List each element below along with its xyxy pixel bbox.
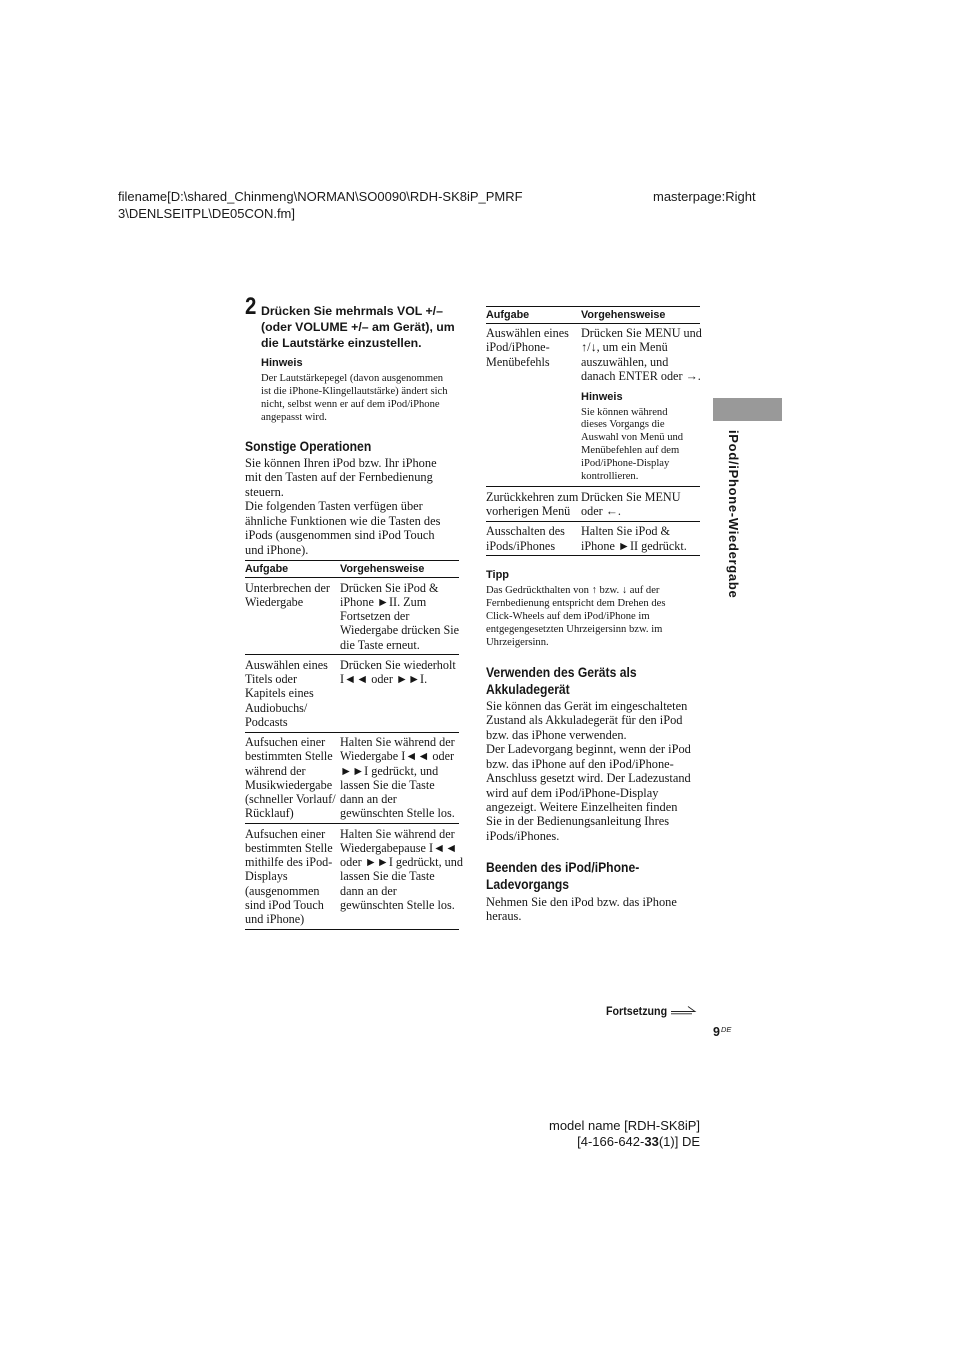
task-cell	[245, 581, 340, 652]
cell-line: Auswählen eines	[486, 326, 569, 340]
note-line: kontrollieren.	[581, 471, 639, 483]
table-header-row	[245, 561, 459, 578]
paragraph-line: und iPhone).	[245, 542, 309, 557]
cell-line: Zurückkehren zum	[486, 489, 579, 504]
table-row	[486, 487, 700, 522]
cell-line: gewünschten Stelle los.	[340, 897, 455, 912]
method-cell	[340, 735, 459, 821]
cell-line: iPod/iPhone-	[486, 340, 550, 355]
filename-line: filename[D:\shared_Chinmeng\NORMAN\SO0090\RDH-SK8iP_PMRF	[118, 189, 523, 204]
step-instruction-line: (oder VOLUME +/– am Gerät), um	[261, 320, 455, 334]
cell-line: Halten Sie während der	[340, 826, 455, 841]
tip-line: Click-Wheels auf dem iPod/iPhone im	[486, 610, 650, 622]
task-cell	[486, 326, 581, 484]
note-title: Hinweis	[261, 357, 303, 369]
paragraph-line: iPods (ausgenommen sind iPod Touch	[245, 528, 435, 543]
chapter-tab-marker	[713, 398, 782, 421]
tip-line: Fernbedienung entspricht dem Drehen des	[486, 597, 666, 609]
cell-line: (ausgenommen	[245, 883, 320, 898]
method-lines	[581, 326, 700, 383]
chapter-tab-label: iPod/iPhone-Wiedergabe	[726, 430, 741, 599]
cell-note-text	[581, 407, 700, 484]
cell-note-title: Hinweis	[581, 391, 623, 403]
note-line: Auswahl von Menü und	[581, 432, 684, 444]
cell-line: (schneller Vorlauf/	[245, 792, 336, 806]
table-row	[245, 824, 463, 929]
page-number	[713, 1024, 731, 1042]
document-code-bold: 33	[644, 1134, 659, 1149]
cell-line: Drücken Sie MENU und	[581, 326, 702, 340]
table-header-row	[486, 307, 700, 324]
method-cell	[340, 581, 459, 652]
section-heading	[486, 664, 637, 698]
task-cell	[245, 735, 340, 821]
masterpage-label: masterpage:Right	[653, 189, 756, 204]
document-code	[450, 1134, 700, 1150]
document-code-prefix: [4-166-642-	[577, 1134, 645, 1149]
model-name: model name [RDH-SK8iP]	[549, 1118, 700, 1133]
continued-arrow-icon	[670, 1005, 697, 1016]
cell-line: vorherigen Menü	[486, 504, 571, 519]
note-line: nicht, selbst wenn er auf dem iPod/iPhone	[261, 398, 440, 410]
cell-line: mithilfe des iPod-	[245, 855, 333, 869]
table-row	[245, 655, 459, 732]
method-cell	[581, 326, 700, 484]
cell-line: Rücklauf)	[245, 806, 294, 821]
cell-line: sind iPod Touch	[245, 897, 324, 912]
task-cell	[245, 827, 340, 927]
column-header-method: Vorgehensweise	[581, 308, 666, 321]
paragraph-line: Anschluss gesetzt wird. Der Ladezustand	[486, 771, 691, 786]
cell-line: Wiedergabe I◄◄ oder	[340, 749, 455, 764]
section-paragraph	[486, 699, 691, 844]
note-line: dieses Vorgangs die	[581, 419, 665, 431]
table-row	[245, 733, 459, 825]
cell-line: Titels oder	[245, 672, 298, 686]
tip-title: Tipp	[486, 569, 510, 581]
paragraph-line: wird auf dem iPod/iPhone-Display	[486, 785, 659, 800]
paragraph-line: Der Ladevorgang beginnt, wenn der iPod	[486, 742, 691, 757]
cell-line: auszuwählen, und	[581, 354, 669, 369]
note-line: Sie können während	[581, 406, 668, 418]
cell-line: lassen Sie die Taste	[340, 777, 435, 792]
method-cell	[581, 524, 700, 553]
task-cell	[486, 490, 581, 519]
paragraph-line: heraus.	[486, 909, 522, 924]
cell-line: Displays	[245, 869, 288, 884]
paragraph-line: bzw. das iPhone auf den iPod/iPhone-	[486, 756, 674, 771]
cell-line: dann an der	[340, 792, 397, 806]
paragraph-line: Zustand als Akkuladegerät für den iPod	[486, 713, 683, 728]
cell-line: Wiedergabe drücken Sie	[340, 623, 460, 638]
cell-line: Wiedergabepause I◄◄	[340, 840, 458, 855]
task-cell	[486, 524, 581, 553]
section-heading	[486, 859, 639, 893]
heading-line: Ladevorgangs	[486, 876, 570, 892]
cell-line: Podcasts	[245, 714, 288, 729]
heading-line: Beenden des iPod/iPhone-	[486, 859, 640, 875]
table-row	[245, 578, 459, 655]
menu-operations-table	[486, 306, 700, 557]
table-row	[486, 324, 700, 488]
cell-line: lassen Sie die Taste	[340, 869, 435, 884]
step-number: 2	[245, 293, 257, 320]
cell-line: iPhone ►II gedrückt.	[581, 538, 687, 553]
cell-line: die Taste erneut.	[340, 637, 420, 652]
paragraph-line: angezeigt. Weitere Einzelheiten finden	[486, 799, 678, 814]
note-text	[261, 372, 448, 424]
document-code-suffix: (1)] DE	[658, 1134, 700, 1149]
cell-line: ►►I gedrückt, und	[340, 763, 439, 778]
paragraph-line: Sie können Ihren iPod bzw. Ihr iPhone	[245, 456, 437, 470]
task-cell	[245, 658, 340, 729]
cell-line: oder ►►I gedrückt, und	[340, 855, 463, 869]
cell-line: Menübefehls	[486, 354, 550, 369]
column-header-task: Aufgabe	[486, 308, 530, 321]
cell-line: während der	[245, 763, 306, 778]
paragraph-line: steuern.	[245, 484, 284, 499]
note-line: ist die iPhone-Klingellautstärke) ändert sich	[261, 385, 448, 397]
tip-line: Das Gedrückthalten von ↑ bzw. ↓ auf der	[486, 584, 660, 596]
cell-line: Drücken Sie MENU	[581, 489, 681, 504]
section-heading: Sonstige Operationen	[245, 438, 372, 454]
cell-line: Auswählen eines	[245, 657, 328, 672]
paragraph-line: Sie können das Gerät im eingeschalteten	[486, 698, 688, 713]
paragraph-line: Nehmen Sie den iPod bzw. das iPhone	[486, 894, 677, 909]
cell-line: bestimmten Stelle	[245, 840, 333, 855]
filename-header	[118, 188, 523, 222]
note-line: iPod/iPhone-Display	[581, 458, 670, 470]
filename-line: 3\DENLSEITPL\DE05CON.fm]	[118, 206, 295, 221]
tip-line: Uhrzeigersinn.	[486, 636, 549, 648]
continued-label: Fortsetzung	[606, 1004, 668, 1018]
table-row	[486, 522, 700, 556]
cell-line: Aufsuchen einer	[245, 826, 326, 841]
cell-line: iPods/iPhones	[486, 538, 556, 553]
cell-line: iPhone ►II. Zum	[340, 594, 427, 609]
tip-line: entgegengesetzten Uhrzeigersinn bzw. im	[486, 623, 663, 635]
heading-line: Verwenden des Geräts als	[486, 664, 637, 680]
cell-line: oder ←.	[581, 504, 621, 519]
paragraph-line: bzw. das iPhone verwenden.	[486, 727, 627, 742]
cell-line: Drücken Sie iPod &	[340, 580, 439, 595]
step-instruction-line: Drücken Sie mehrmals VOL +/–	[261, 304, 443, 318]
cell-line: Kapitels eines	[245, 686, 314, 701]
cell-line: Audiobuchs/	[245, 700, 308, 715]
cell-line: Ausschalten des	[486, 524, 565, 539]
cell-line: gewünschten Stelle los.	[340, 806, 455, 821]
heading-line: Akkuladegerät	[486, 681, 570, 697]
cell-line: Halten Sie iPod &	[581, 524, 671, 539]
cell-line: Musikwiedergabe	[245, 777, 333, 792]
note-line: Der Lautstärkepegel (davon ausgenommen	[261, 372, 444, 384]
cell-line: I◄◄ oder ►►I.	[340, 672, 428, 686]
section-paragraph	[486, 895, 677, 924]
cell-line: Halten Sie während der	[340, 735, 455, 749]
paragraph-line: ähnliche Funktionen wie die Tasten des	[245, 513, 441, 528]
column-header-task: Aufgabe	[245, 563, 289, 575]
method-cell	[581, 490, 700, 519]
note-line: Menübefehlen auf dem	[581, 445, 680, 457]
method-cell	[340, 826, 463, 927]
operations-table	[245, 560, 463, 930]
cell-line: Wiedergabe	[245, 594, 304, 609]
cell-line: danach ENTER oder →.	[581, 368, 701, 383]
method-cell	[340, 658, 459, 729]
section-paragraph	[245, 456, 440, 557]
page-number-value: 9	[713, 1025, 720, 1039]
cell-line: und iPhone)	[245, 912, 305, 926]
page-number-language: DE	[720, 1025, 732, 1034]
cell-line: Aufsuchen einer	[245, 735, 326, 749]
paragraph-line: Sie in der Bedienungsanleitung Ihres	[486, 814, 670, 829]
tip-text	[486, 584, 665, 649]
cell-line: Unterbrechen der	[245, 580, 330, 595]
cell-line: ↑/↓, um ein Menü	[581, 340, 668, 355]
cell-line: dann an der	[340, 883, 397, 898]
step-instruction	[261, 303, 455, 351]
cell-line: bestimmten Stelle	[245, 749, 333, 764]
step-instruction-line: die Lautstärke einzustellen.	[261, 336, 422, 350]
paragraph-line: mit den Tasten auf der Fernbedienung	[245, 470, 433, 485]
paragraph-line: iPods/iPhones.	[486, 828, 560, 843]
paragraph-line: Die folgenden Tasten verfügen über	[245, 499, 423, 514]
cell-line: Fortsetzen der	[340, 609, 410, 623]
column-header-method: Vorgehensweise	[340, 563, 425, 575]
cell-line: Drücken Sie wiederholt	[340, 657, 456, 672]
note-line: angepasst wird.	[261, 411, 327, 423]
